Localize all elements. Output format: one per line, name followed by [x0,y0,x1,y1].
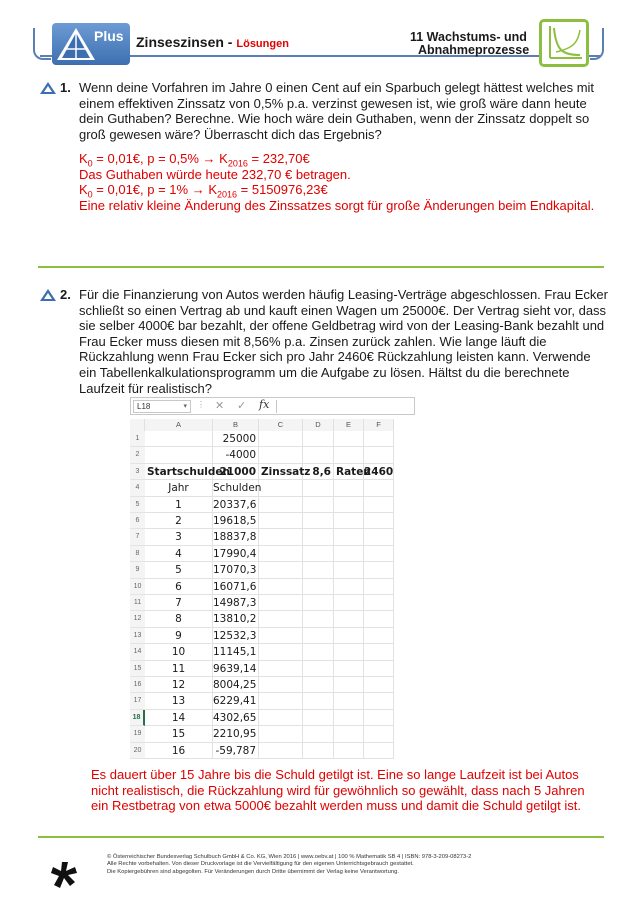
title-separator: - [223,34,237,50]
sheet-cell[interactable]: 8004,25 [213,677,259,693]
sheet-cell[interactable] [334,710,364,726]
answer-text: = 5150976,23€ [237,182,328,198]
sheet-cell[interactable]: 10 [145,644,213,660]
publisher-logo-icon [48,860,80,892]
formula-input[interactable] [276,400,411,413]
sheet-cell[interactable]: 2460 [364,464,394,480]
sheet-cell[interactable]: 16 [145,743,213,759]
sheet-cell[interactable] [334,628,364,644]
sheet-cell[interactable] [259,743,303,759]
row-header[interactable]: 3 [130,464,145,480]
sheet-cell[interactable] [303,628,334,644]
task-number: 2. [60,287,71,302]
formula-bar [130,397,415,415]
sheet-cell[interactable] [334,480,364,496]
sheet-cell[interactable]: 11 [145,661,213,677]
sheet-row [130,480,415,496]
sheet-cell[interactable] [259,726,303,742]
answer-subscript: 2016 [227,158,248,169]
sheet-cell[interactable]: 20337,6 [213,497,259,513]
sheet-cell[interactable] [259,579,303,595]
sheet-cell[interactable] [303,661,334,677]
sheet-row [130,726,415,742]
row-header[interactable]: 9 [130,562,145,578]
sheet-cell[interactable]: 17990,4 [213,546,259,562]
sheet-cell[interactable]: 19618,5 [213,513,259,529]
sheet-cell[interactable] [259,529,303,545]
answer-line: ein Restbetrag von etwa 5000€ bezahlt werden muss und damit die Schuld getilgt ist. [91,798,581,814]
header-bracket-right [590,28,604,60]
sheet-cell[interactable]: 18837,8 [213,529,259,545]
sheet-row [130,677,415,693]
chapter-title-line1: 11 Wachstums- und [410,30,527,44]
sheet-cell[interactable] [259,546,303,562]
sheet-cell[interactable] [334,661,364,677]
cancel-icon[interactable]: ✕ [215,400,225,412]
pyramid-logo-icon [56,27,96,61]
sheet-cell[interactable] [259,447,303,463]
sheet-cell[interactable]: 6229,41 [213,693,259,709]
plus-logo-label: Plus [94,28,124,44]
row-header[interactable]: 6 [130,513,145,529]
sheet-cell[interactable] [364,447,394,463]
answer-text: = 0,01€, p = 1% → K [92,182,217,198]
sheet-cell[interactable] [145,431,213,447]
sheet-cell[interactable] [364,644,394,660]
column-header[interactable]: E [334,419,364,431]
row-header[interactable]: 13 [130,628,145,644]
sheet-cell[interactable]: Zinssatz [259,464,303,480]
sheet-cell[interactable] [145,447,213,463]
sheet-cell[interactable]: 2 [145,513,213,529]
sheet-cell[interactable] [334,447,364,463]
row-header[interactable]: 2 [130,447,145,463]
sheet-cell[interactable] [334,562,364,578]
sheet-cell[interactable] [303,480,334,496]
sheet-cell[interactable] [303,644,334,660]
row-header[interactable]: 19 [130,726,145,742]
column-header[interactable]: A [145,419,213,431]
sheet-row [130,595,415,611]
sheet-cell[interactable]: 25000 [213,431,259,447]
sheet-cell[interactable] [364,579,394,595]
sheet-cell[interactable] [364,529,394,545]
confirm-icon[interactable]: ✓ [237,400,247,412]
sheet-cell[interactable] [364,611,394,627]
chapter-graph-icon [539,19,589,67]
sheet-cell[interactable] [303,431,334,447]
sheet-row [130,611,415,627]
sheet-cell[interactable] [303,562,334,578]
row-header[interactable]: 18 [130,710,145,726]
chapter-title [410,31,529,57]
sheet-cell[interactable] [303,513,334,529]
sheet-row [130,693,415,709]
sheet-cell[interactable] [259,693,303,709]
answer-line: nicht realistisch, die Rückzahlung wird für gewöhnlich so gewählt, dass nach 5 Jahren [91,782,585,798]
sheet-cell[interactable]: Startschulden [145,464,213,480]
sheet-cell[interactable]: 7 [145,595,213,611]
task-2 [40,287,610,396]
answer-line: Es dauert über 15 Jahre bis die Schuld getilgt ist. Eine so lange Laufzeit ist bei Autos [91,767,579,782]
sheet-cell[interactable]: -4000 [213,447,259,463]
sheet-cell[interactable]: 21000 [213,464,259,480]
sheet-row [130,579,415,595]
answer-line [79,182,594,198]
sheet-cell[interactable] [334,529,364,545]
sheet-cell[interactable] [334,546,364,562]
sheet-cell[interactable] [303,579,334,595]
sheet-cell[interactable] [364,562,394,578]
sheet-cell[interactable] [364,513,394,529]
answer-subscript: 0 [87,158,93,169]
sheet-row [130,644,415,660]
row-header[interactable]: 7 [130,529,145,545]
sheet-row [130,743,415,759]
sheet-cell[interactable] [334,595,364,611]
row-header[interactable]: 14 [130,644,145,660]
sheet-row [130,464,415,480]
sheet-cell[interactable]: 16071,6 [213,579,259,595]
sheet-cell[interactable] [303,546,334,562]
sheet-cell[interactable] [364,595,394,611]
sheet-cell[interactable] [259,480,303,496]
sheet-cell[interactable]: 8,6 [303,464,334,480]
sheet-row [130,497,415,513]
chapter-title-line2: Abnahmeprozesse [418,43,530,57]
sheet-cell[interactable] [303,743,334,759]
sheet-cell[interactable] [303,595,334,611]
row-header[interactable]: 4 [130,480,145,496]
sheet-cell[interactable] [259,611,303,627]
sheet-cell[interactable] [334,677,364,693]
row-header[interactable]: 12 [130,611,145,627]
sheet-cell[interactable] [259,661,303,677]
sheet-row [130,562,415,578]
sheet-cell[interactable] [364,546,394,562]
row-header[interactable]: 11 [130,595,145,611]
sheet-cell[interactable] [259,628,303,644]
sheet-cell[interactable] [334,611,364,627]
row-header[interactable]: 15 [130,661,145,677]
sheet-cell[interactable] [334,431,364,447]
row-header[interactable]: 17 [130,693,145,709]
difficulty-triangle-icon [40,82,56,94]
page-title [136,34,289,50]
column-header[interactable]: D [303,419,334,431]
name-box[interactable] [133,400,191,413]
sheet-cell[interactable] [303,529,334,545]
footer-line: Alle Rechte vorbehalten. Von dieser Druckvorlage ist die Vervielfältigung für den eigenen Unterrichtsgebrauch gestattet. [107,861,414,868]
page-footer [0,838,640,905]
sheet-row [130,546,415,562]
sheet-cell[interactable] [259,562,303,578]
sheet-cell[interactable] [303,726,334,742]
sheet-cell[interactable] [259,595,303,611]
sheet-cell[interactable] [364,677,394,693]
sheet-cell[interactable]: 12 [145,677,213,693]
sheet-cell[interactable] [364,497,394,513]
sheet-cell[interactable] [364,480,394,496]
sheet-cell[interactable]: 9 [145,628,213,644]
column-header[interactable]: C [259,419,303,431]
answer-k-symbol: K [79,151,88,166]
sheet-cell[interactable] [334,497,364,513]
sheet-row [130,447,415,463]
task-number: 1. [60,80,71,95]
sheet-cell[interactable] [303,611,334,627]
solutions-label: Lösungen [236,38,289,50]
sheet-cell[interactable] [303,710,334,726]
page-header [0,0,640,80]
sheet-cell[interactable] [303,447,334,463]
task-question: Für die Finanzierung von Autos werden häufig Leasing-Verträge abgeschlossen. Frau Ecker schließt so einen Vertrag ab und kauft einen Wagen um 25000€. Der Vertrag sieht vor, dass sie selber 4000€ bar bezahlt, der offene Geldbetrag wird von der Leasing-Bank bezahlt und Frau Ecker muss diesen mit 8,56% p.a. Zinsen zurück zahlen. Wie lange läuft die Rückzahlung wenn Frau Ecker sich pro Jahr 2460€ Rückzahlung leisten kann. Verwende ein Tabellenkalkulationsprogramm um die Aufgabe zu lösen. Hältst du die berechnete Laufzeit für realistisch? [79,287,608,396]
task-question: Wenn deine Vorfahren im Jahre 0 einen Cent auf ein Sparbuch gelegt hättest welches mit einem effektiven Zinssatz von 0,5% p.a. verzinst gewesen ist, wie groß wäre dann heute dein Guthaben? Berechne. Wie hoch wäre dein Guthaben, wenn der Zinssatz doppelt so groß gewesen wäre? Überrascht dich das Ergebnis? [79,80,595,142]
sheet-cell[interactable]: 4302,65 [213,710,259,726]
row-header[interactable]: 10 [130,579,145,595]
name-box-value: L18 [137,402,151,411]
topic-title: Zinseszinsen [136,34,224,50]
sheet-cell[interactable] [334,644,364,660]
task-answer [79,151,594,213]
section-divider [38,266,604,268]
sheet-cell[interactable] [259,431,303,447]
formula-bar-grip-icon: ⋮ [197,400,205,409]
sheet-cell[interactable]: 11145,1 [213,644,259,660]
sheet-cell[interactable]: 15 [145,726,213,742]
answer-line: Das Guthaben würde heute 232,70 € betragen. [79,166,351,182]
answer-line: Eine relativ kleine Änderung des Zinssatzes sorgt für große Änderungen beim Endkapital. [79,197,595,213]
sheet-cell[interactable] [259,513,303,529]
plus-logo [52,23,130,65]
sheet-cell[interactable] [364,661,394,677]
footer-copyright [107,854,577,876]
sheet-cell[interactable] [259,710,303,726]
row-header[interactable]: 5 [130,497,145,513]
sheet-row [130,710,415,726]
sheet-row [130,529,415,545]
chevron-down-icon[interactable]: ▾ [183,403,187,410]
sheet-row [130,513,415,529]
sheet-cell[interactable]: 4 [145,546,213,562]
answer-k-symbol: K [79,182,88,198]
sheet-row [130,431,415,447]
sheet-row [130,628,415,644]
answer-subscript: 0 [87,189,93,200]
row-header[interactable]: 1 [130,431,145,447]
sheet-cell[interactable] [364,726,394,742]
sheet-cell[interactable]: 1 [145,497,213,513]
sheet-cell[interactable]: 12532,3 [213,628,259,644]
sheet-cell[interactable] [259,644,303,660]
select-all-corner[interactable] [130,419,145,431]
sheet-cell[interactable]: 5 [145,562,213,578]
sheet-cell[interactable] [364,710,394,726]
spreadsheet [130,397,415,757]
footer-line: © Österreichischer Bundesverlag Schulbuch GmbH & Co. KG, Wien 2016 | www.oebv.at | 100 % Mathematik SB 4 | ISBN: 978-3-209-08273-2 [107,854,472,860]
row-header[interactable]: 20 [130,743,145,759]
footer-line: Die Kopiergebühren sind abgegolten. Für Veränderungen durch Dritte übernimmt der Verlag keine Verantwortung. [107,868,399,875]
sheet-cell[interactable]: -59,787 [213,743,259,759]
sheet-cell[interactable]: Schulden [213,480,259,496]
answer-line [79,151,594,167]
sheet-cell[interactable] [364,431,394,447]
sheet-cell[interactable] [364,628,394,644]
task-2-answer [91,767,585,814]
sheet-cell[interactable]: 13810,2 [213,611,259,627]
sheet-row [130,661,415,677]
insert-function-button[interactable]: fx [259,398,270,411]
sheet-cell[interactable]: Raten [334,464,364,480]
sheet-cell[interactable] [259,677,303,693]
sheet-cell[interactable] [259,497,303,513]
answer-subscript: 2016 [217,189,238,200]
column-header[interactable]: F [364,419,394,431]
answer-text: = 0,01€, p = 0,5% → K [92,151,228,166]
sheet-cell[interactable]: 13 [145,693,213,709]
sheet-cell[interactable] [334,693,364,709]
row-header[interactable]: 8 [130,546,145,562]
sheet-cell[interactable] [334,513,364,529]
sheet-cell[interactable] [364,743,394,759]
sheet-cell[interactable]: Jahr [145,480,213,496]
sheet-cell[interactable] [334,726,364,742]
row-header[interactable]: 16 [130,677,145,693]
sheet-cell[interactable]: 8 [145,611,213,627]
sheet-cell[interactable] [334,579,364,595]
sheet-cell[interactable] [334,743,364,759]
sheet-cell[interactable]: 14 [145,710,213,726]
sheet-cell[interactable]: 9639,14 [213,661,259,677]
task-1 [40,80,610,220]
answer-text: = 232,70€ [247,151,310,166]
sheet-cell[interactable] [303,693,334,709]
sheet-cell[interactable]: 3 [145,529,213,545]
difficulty-triangle-icon [40,289,56,301]
sheet-cell[interactable] [364,693,394,709]
column-headers [130,419,415,431]
column-header[interactable]: B [213,419,259,431]
sheet-cell[interactable]: 6 [145,579,213,595]
sheet-cell[interactable] [303,497,334,513]
sheet-cell[interactable]: 14987,3 [213,595,259,611]
sheet-cell[interactable] [303,677,334,693]
sheet-cell[interactable]: 17070,3 [213,562,259,578]
sheet-cell[interactable]: 2210,95 [213,726,259,742]
